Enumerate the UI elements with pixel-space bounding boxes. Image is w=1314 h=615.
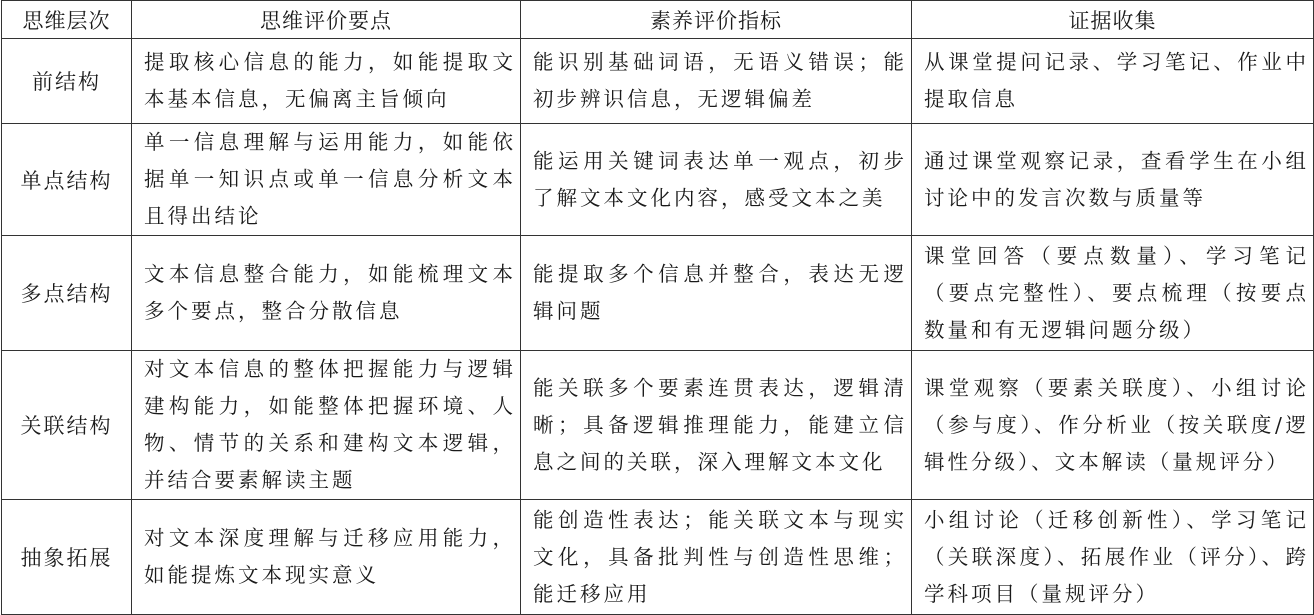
evidence-cell: 小组讨论（迁移创新性）、学习笔记（关联深度）、拓展作业（评分）、跨学科项目（量规评分） <box>912 500 1314 615</box>
level-cell: 关联结构 <box>2 351 132 500</box>
indicator-cell: 能创造性表达；能关联文本与现实文化，具备批判性与创造性思维；能迁移应用 <box>521 500 912 615</box>
header-evaluation-point: 思维评价要点 <box>132 1 521 39</box>
indicator-cell: 能识别基础词语，无语义错误；能初步辨识信息，无逻辑偏差 <box>521 39 912 124</box>
level-cell: 抽象拓展 <box>2 500 132 615</box>
indicator-cell: 能运用关键词表达单一观点，初步了解文本文化内容，感受文本之美 <box>521 124 912 236</box>
table-row <box>2 39 1314 124</box>
point-cell: 对文本深度理解与迁移应用能力，如能提炼文本现实意义 <box>132 500 521 615</box>
point-cell: 对文本信息的整体把握能力与逻辑建构能力，如能整体把握环境、人物、情节的关系和建构文本逻辑，并结合要素解读主题 <box>132 351 521 500</box>
header-row <box>2 1 1314 39</box>
evidence-cell: 通过课堂观察记录，查看学生在小组讨论中的发言次数与质量等 <box>912 124 1314 236</box>
table-row <box>2 124 1314 236</box>
table-row <box>2 351 1314 500</box>
indicator-cell: 能提取多个信息并整合，表达无逻辑问题 <box>521 236 912 351</box>
header-evidence-collection: 证据收集 <box>912 1 1314 39</box>
point-cell: 文本信息整合能力，如能梳理文本多个要点，整合分散信息 <box>132 236 521 351</box>
indicator-cell: 能关联多个要素连贯表达，逻辑清晰；具备逻辑推理能力，能建立信息之间的关联，深入理解文本文化 <box>521 351 912 500</box>
evidence-cell: 课堂回答（要点数量）、学习笔记（要点完整性）、要点梳理（按要点数量和有无逻辑问题分级） <box>912 236 1314 351</box>
evidence-cell: 课堂观察（要素关联度）、小组讨论（参与度）、作分析业（按关联度/逻辑性分级）、文本解读（量规评分） <box>912 351 1314 500</box>
level-cell: 多点结构 <box>2 236 132 351</box>
table-row <box>2 500 1314 615</box>
evidence-cell: 从课堂提问记录、学习笔记、作业中提取信息 <box>912 39 1314 124</box>
header-literacy-indicator: 素养评价指标 <box>521 1 912 39</box>
evaluation-table <box>1 0 1314 615</box>
level-cell: 前结构 <box>2 39 132 124</box>
table-row <box>2 236 1314 351</box>
point-cell: 提取核心信息的能力，如能提取文本基本信息，无偏离主旨倾向 <box>132 39 521 124</box>
level-cell: 单点结构 <box>2 124 132 236</box>
point-cell: 单一信息理解与运用能力，如能依据单一知识点或单一信息分析文本且得出结论 <box>132 124 521 236</box>
header-thinking-level: 思维层次 <box>2 1 132 39</box>
